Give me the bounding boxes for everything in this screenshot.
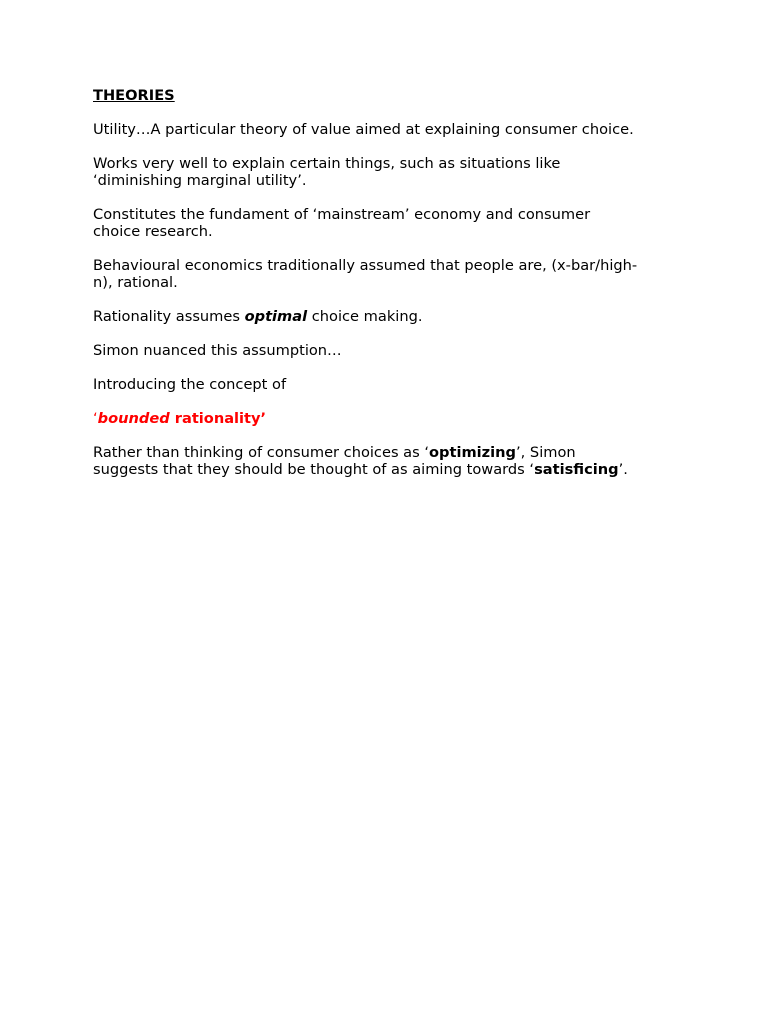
optimizing-emphasis: optimizing xyxy=(429,444,517,461)
optimal-emphasis: optimal xyxy=(244,308,308,325)
paragraph-behavioural-line2: n), rational. xyxy=(93,274,178,291)
document-page xyxy=(93,87,683,495)
paragraph-introducing xyxy=(93,376,683,393)
paragraph-behavioural-line1: Behavioural economics traditionally assumed that people are, (x-bar/high- xyxy=(93,257,638,274)
paragraph-utility xyxy=(93,121,683,138)
paragraph-rationality xyxy=(93,308,683,325)
paragraph-constitutes-line2: choice research. xyxy=(93,223,213,240)
paragraph-behavioural xyxy=(93,257,683,291)
paragraph-simon-text: Simon nuanced this assumption… xyxy=(93,342,342,359)
rationality-text-after: choice making. xyxy=(307,308,423,325)
paragraph-utility-text: Utility…A particular theory of value aimed at explaining consumer choice. xyxy=(93,121,634,138)
paragraph-works-well xyxy=(93,155,683,189)
paragraph-bounded-rationality xyxy=(93,410,683,427)
section-heading: THEORIES xyxy=(93,87,175,104)
paragraph-works-well-line2: ‘diminishing marginal utility’. xyxy=(93,172,307,189)
paragraph-simon xyxy=(93,342,683,359)
paragraph-introducing-text: Introducing the concept of xyxy=(93,376,287,393)
paragraph-constitutes xyxy=(93,206,683,240)
paragraph-constitutes-line1: Constitutes the fundament of ‘mainstream’ economy and consumer xyxy=(93,206,591,223)
bounded-rationality-rest: rationality’ xyxy=(169,410,267,427)
rather-than-text-d: suggests that they should be thought of as aiming towards ‘ xyxy=(93,461,535,478)
paragraph-rather-than xyxy=(93,444,683,478)
bounded-emphasis: bounded xyxy=(97,410,170,427)
satisficing-emphasis: satisficing xyxy=(534,461,619,478)
rather-than-text-a: Rather than thinking of consumer choices as ‘ xyxy=(93,444,430,461)
rationality-text-before: Rationality assumes xyxy=(93,308,245,325)
rather-than-text-c: ’, Simon xyxy=(516,444,576,461)
rather-than-text-f: ’. xyxy=(618,461,628,478)
paragraph-works-well-line1: Works very well to explain certain things, such as situations like xyxy=(93,155,561,172)
bounded-open-quote: ‘ xyxy=(93,410,98,427)
